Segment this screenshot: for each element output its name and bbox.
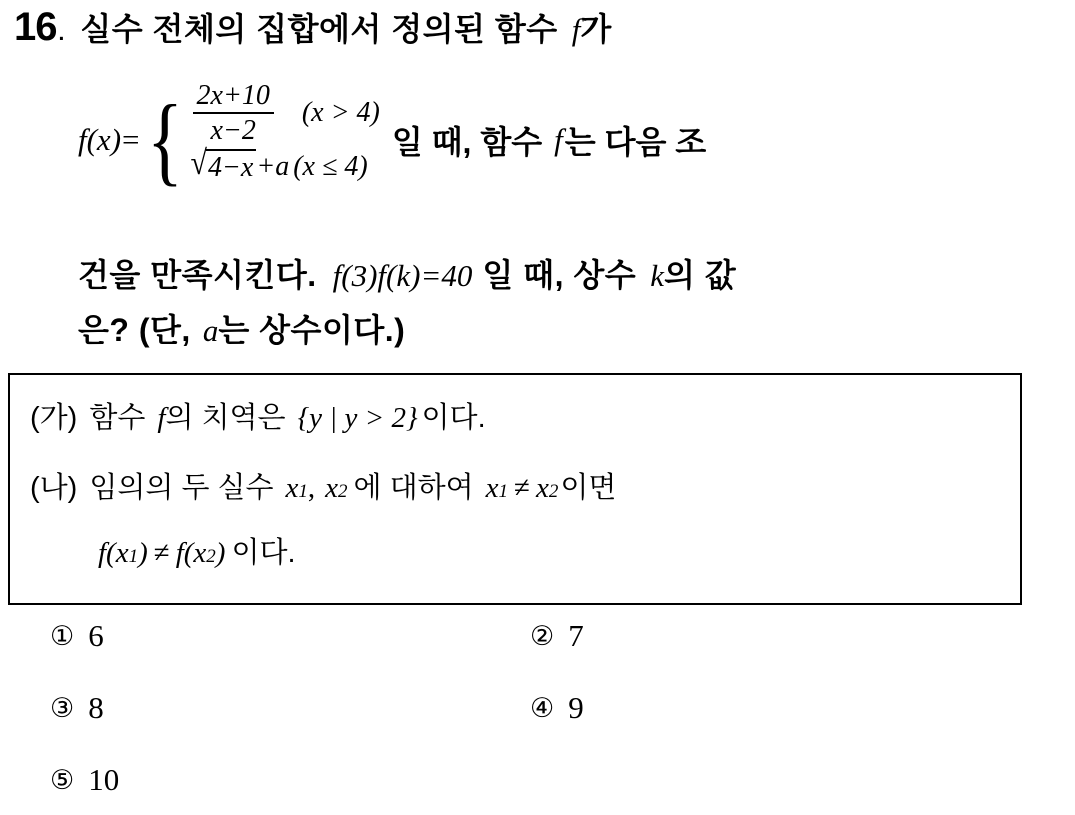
stem-text-2b: 일 때, 상수 [482,257,637,293]
condition-na-text-b: 에 대하여 [353,472,474,504]
condition-na-text-a: 임의의 두 실수 [89,472,274,504]
condition-na-sub-4: 2 [548,481,559,502]
choice-1[interactable] [50,618,104,654]
stem-text-2c: 의 값 [663,257,737,293]
formula-equals: = [122,122,140,157]
question-number: 16 [14,5,57,49]
condition-ga-math-f: f [157,402,166,434]
stem-math-fk: f(3)f(k)=40 [332,258,473,293]
choice-1-marker: ① [50,620,75,652]
radical-icon: √ [190,144,207,183]
after-formula-math-f: f [554,122,563,157]
square-root [190,144,257,184]
formula-lhs: f(x) [78,122,122,157]
choice-1-value: 6 [88,618,104,653]
stem-text-1-tail: 가 [580,11,612,47]
question-stem-line-3 [78,305,405,351]
condition-na-line2-text: 이다. [231,537,296,569]
condition-na-fx2-sub: 2 [206,546,216,567]
stem-text-2a: 건을 만족시킨다. [78,257,317,293]
left-brace-icon: { [146,84,183,195]
formula-case-2 [191,140,380,194]
condition-ga [30,395,486,436]
condition-na-fx2: f(x [175,537,207,569]
choice-3-marker: ③ [50,692,75,724]
choice-3-value: 8 [88,690,104,725]
choice-3[interactable] [50,690,104,726]
choice-2-value: 7 [568,618,584,653]
choice-4-marker: ④ [530,692,555,724]
condition-na-fx1: f(x [98,537,129,569]
stem-math-f: f [571,12,581,47]
fraction-bar [193,112,274,114]
choice-5[interactable] [50,762,119,798]
question-stem-line-1 [14,4,612,50]
condition-na-label: (나) [30,472,78,504]
fraction-numerator: 2x+10 [196,79,270,111]
choice-2[interactable] [530,618,584,654]
condition-ga-label: (가) [30,402,78,434]
choice-5-marker: ⑤ [50,764,75,796]
condition-na-math-x2: x [325,472,339,504]
condition-na-fx1-close: ) [138,537,148,569]
condition-na-neq: ≠ [514,472,530,504]
question-stem-line-2 [78,250,736,296]
fraction [193,80,274,147]
case-2-plus-a: +a [256,151,290,182]
condition-ga-text-c: 이다. [421,402,486,434]
condition-na-math-x1: x [285,472,299,504]
condition-na-sub-3: 1 [498,481,509,502]
condition-na-line2-neq: ≠ [153,537,170,569]
condition-na-fx2-close: ) [215,537,226,569]
conditions-box [8,373,1022,605]
radicand: 4−x [206,149,256,184]
condition-na-text-c: 이면 [560,472,617,504]
condition-na-math-x2b: x [535,472,549,504]
choice-4-value: 9 [568,690,584,725]
condition-ga-text-b: 의 치역은 [165,402,286,434]
case-1-condition: (x > 4) [301,97,380,128]
piecewise-function-formula [78,79,707,195]
condition-na-line-2 [98,530,296,571]
condition-na-comma: , [307,472,316,504]
condition-na-sub-2: 2 [338,481,348,502]
fraction-denominator: x−2 [210,115,256,146]
condition-na-line-1 [30,465,616,506]
stem-text-3a: 은? (단, [78,312,191,348]
condition-ga-range: {y | y > 2} [297,402,418,434]
question-number-dot: . [58,22,65,45]
condition-ga-text-a: 함수 [89,402,146,434]
case-2-condition: (x ≤ 4) [293,151,368,182]
condition-na-sub-1: 1 [298,481,308,502]
choice-2-marker: ② [530,620,555,652]
formula-cases [190,79,380,194]
stem-math-k: k [650,258,664,293]
after-formula-tail: 는 다음 조 [564,124,707,160]
stem-text-3b: 는 상수이다.) [218,312,406,348]
after-formula-text: 일 때, 함수 [391,124,543,160]
condition-na-fx1-sub: 1 [128,546,139,567]
stem-text-1: 실수 전체의 집합에서 정의된 함수 [80,11,558,47]
stem-math-a: a [202,313,219,348]
choice-4[interactable] [530,690,584,726]
choice-5-value: 10 [88,762,120,797]
formula-case-1 [191,79,380,146]
condition-na-math-x1b: x [485,472,499,504]
